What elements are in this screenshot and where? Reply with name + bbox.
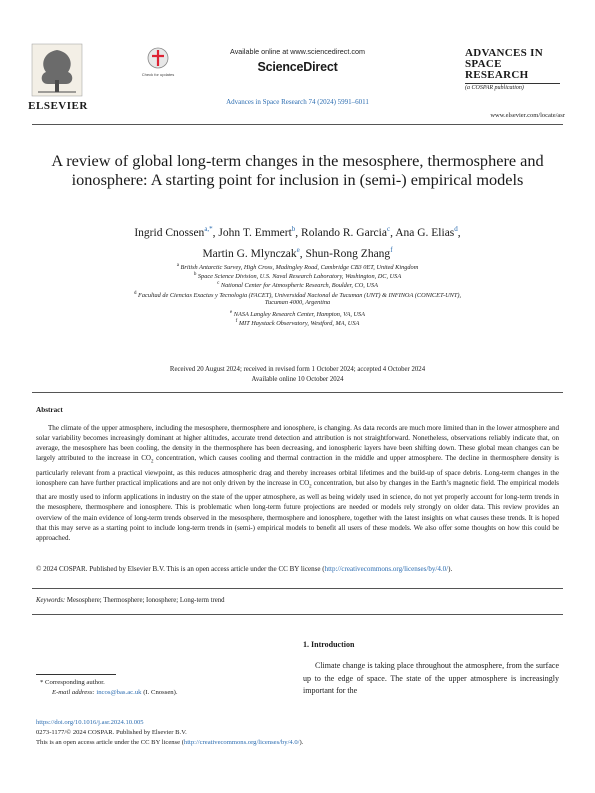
email-label: E-mail address: bbox=[52, 689, 95, 696]
affiliation-text: British Antarctic Survey, High Cross, Madingley Road, Cambridge CB3 0ET, United Kingdom bbox=[180, 264, 419, 272]
abstract-top-divider bbox=[32, 392, 563, 393]
author-sup: c bbox=[386, 225, 391, 233]
author-name[interactable]: Shun-Rong Zhang bbox=[305, 247, 391, 260]
keywords-label: Keywords: bbox=[36, 597, 66, 604]
body-divider bbox=[32, 614, 563, 615]
license-link[interactable]: http://creativecommons.org/licenses/by/4.0/ bbox=[324, 565, 449, 573]
article-dates bbox=[40, 365, 555, 385]
abstract-text-3: concentration, but also by changes in the Earth’s magnetic field. The empirical models that are mostly used to inform applications in industry on the state of the upper atmosphere, as well as being widely used in science, do not yet properly account for long-term trends in the mesosphere, thermosphere and ionosphere. This is problematic when long-term future projections are needed or models rely strongly on older data. This review provides an overview of the main evidence of long-term trends observed in the mesosphere, thermosphere and ionosphere, together with the latest insights on what causes these trends. It is hoped that this may serve as a starting point to include long-term trends in (semi-) empirical models to benefit all users of these models. We also offer some thoughts on how this could be approached. bbox=[36, 478, 559, 542]
subscript: 2 bbox=[151, 459, 154, 465]
affiliation-text: MIT Haystack Observatory, Westford, MA, USA bbox=[238, 320, 360, 328]
oa-end: ). bbox=[299, 739, 304, 746]
journal-logo-line-2: SPACE bbox=[465, 58, 502, 70]
footnote-divider bbox=[36, 674, 116, 675]
copyright-text: © 2024 COSPAR. Published by Elsevier B.V. This is an open access article under the CC BY license ( bbox=[36, 565, 325, 573]
affiliation-text: Tucuman 4000, Argentina bbox=[264, 299, 331, 306]
email-suffix: (I. Cnossen). bbox=[141, 689, 178, 696]
subscript: 2 bbox=[309, 484, 312, 490]
affiliation bbox=[40, 299, 555, 307]
introduction-text: Climate change is taking place throughout the atmosphere, from the surface up to the edge of space. The state of the upper atmosphere is increasingly important for the bbox=[303, 661, 559, 695]
crossmark-label: Check for updates bbox=[141, 72, 175, 77]
paper-title: A review of global long-term changes in the mesosphere, thermosphere and ionosphere: A starting point for inclusion in (semi-) empirical models bbox=[51, 151, 544, 189]
affiliation-sup: e bbox=[229, 310, 233, 315]
author-name[interactable]: Martin G. Mlynczak bbox=[202, 247, 297, 260]
crossmark-icon[interactable] bbox=[141, 46, 175, 86]
email-note bbox=[52, 689, 178, 696]
author-name[interactable]: Rolando R. Garcia bbox=[301, 226, 387, 239]
available-date: Available online 10 October 2024 bbox=[251, 376, 344, 383]
abstract-body bbox=[36, 423, 559, 543]
author-sup: e bbox=[296, 245, 300, 254]
header-divider bbox=[32, 124, 563, 125]
issn-line: 0273-1177/© 2024 COSPAR. Published by Elsevier B.V. bbox=[36, 729, 187, 736]
author-name[interactable]: John T. Emmert bbox=[218, 226, 292, 239]
journal-logo-sub: (a COSPAR publication) bbox=[465, 83, 560, 91]
elsevier-tree-logo bbox=[32, 44, 82, 96]
keywords-divider bbox=[32, 588, 563, 589]
copyright-end: ). bbox=[448, 565, 453, 573]
available-online: Available online at www.sciencedirect.com bbox=[230, 47, 365, 56]
affiliation-text: Space Science Division, U.S. Naval Research Laboratory, Washington, DC, USA bbox=[197, 273, 402, 281]
affiliation-sup: b bbox=[193, 272, 197, 277]
doi-link-row bbox=[36, 719, 144, 726]
author-sup: f bbox=[390, 245, 393, 254]
affiliation bbox=[40, 280, 555, 290]
sciencedirect-logo: ScienceDirect bbox=[257, 60, 338, 74]
section-heading: 1. Introduction bbox=[303, 640, 355, 649]
open-access-line bbox=[36, 739, 303, 746]
affiliation-text: Facultad de Ciencias Exactas y Tecnologia (FACET), Universidad Nacional de Tucuman (UNT) & INFINOA (CONICET-UNT), bbox=[138, 292, 462, 300]
keywords bbox=[36, 597, 225, 604]
corresponding-author-note: * Corresponding author. bbox=[40, 679, 105, 686]
affiliation-sup: f bbox=[235, 319, 238, 324]
abstract-text-2: concentration, which causes cooling and thermal contraction in the middle and upper atmosphere. The decline in thermosphere density is particularly relevant from a practical viewpoint, as this reduces atmospheric drag and thereby increases orbital lifetimes and the build-up of space debris. Long-term changes in the ionosphere can have further practical implications and are not only driven by the increase in CO bbox=[36, 454, 559, 487]
keywords-text: Mesosphere; Thermosphere; Ionosphere; Long-term trend bbox=[65, 597, 225, 604]
journal-logo bbox=[465, 48, 560, 103]
email-link[interactable]: incos@bas.ac.uk bbox=[96, 689, 142, 696]
received-dates: Received 20 August 2024; received in revised form 1 October 2024; accepted 4 October 2024 bbox=[169, 366, 426, 373]
journal-logo-line-1: ADVANCES IN bbox=[465, 47, 543, 59]
journal-logo-line-3: RESEARCH bbox=[465, 69, 529, 81]
affiliation-sup: a bbox=[176, 263, 179, 268]
journal-reference[interactable]: Advances in Space Research 74 (2024) 5991–6011 bbox=[226, 98, 369, 106]
publisher-name: ELSEVIER bbox=[28, 100, 88, 112]
author-name[interactable]: Ana G. Elias bbox=[395, 226, 455, 239]
affiliation-text: National Center for Atmospheric Research, Boulder, CO, USA bbox=[220, 282, 378, 290]
oa-text: This is an open access article under the CC BY license ( bbox=[36, 739, 184, 746]
copyright-line bbox=[36, 564, 559, 574]
doi-link[interactable]: https://doi.org/10.1016/j.asr.2024.10.005 bbox=[36, 719, 144, 726]
affiliation-sup: d bbox=[133, 291, 137, 296]
affiliation bbox=[40, 318, 555, 328]
author-sup: a,* bbox=[204, 225, 213, 233]
abstract-text-1: The climate of the upper atmosphere, including the mesosphere, thermosphere and ionosphere, is changing. As data records are much more limited than in the lower atmosphere and solar variability becomes increasingly dominant at higher altitudes, accurate trend detection and attribution is not straightforward. Nonetheless, observations reliably indicate that, on average, the mesosphere has been cooling, the density in the thermosphere has been decreasing, and ionospheric layers have been shifting down. These global mean changes can be largely attributed to the increase in CO bbox=[36, 424, 559, 463]
affiliation-sup: c bbox=[217, 281, 220, 286]
author-list: Ingrid Cnossen$^{a,*}$, John T. Emmert$^b$, Rolando R. Garcia$^c$, Ana G. Elias$^d$, Martin G. Mlynczak$^e$, Shun-Rong Zhang$^f$ bbox=[134, 225, 461, 260]
abstract-heading: Abstract bbox=[36, 406, 63, 414]
author-name[interactable]: Ingrid Cnossen bbox=[134, 226, 205, 239]
author-sup: b bbox=[291, 225, 296, 233]
author-sup: d bbox=[454, 225, 458, 233]
oa-license-link[interactable]: http://creativecommons.org/licenses/by/4.0/ bbox=[183, 739, 300, 746]
journal-url[interactable]: www.elsevier.com/locate/asr bbox=[490, 112, 565, 119]
affiliation-text: NASA Langley Research Center, Hampton, VA, USA bbox=[233, 311, 366, 319]
